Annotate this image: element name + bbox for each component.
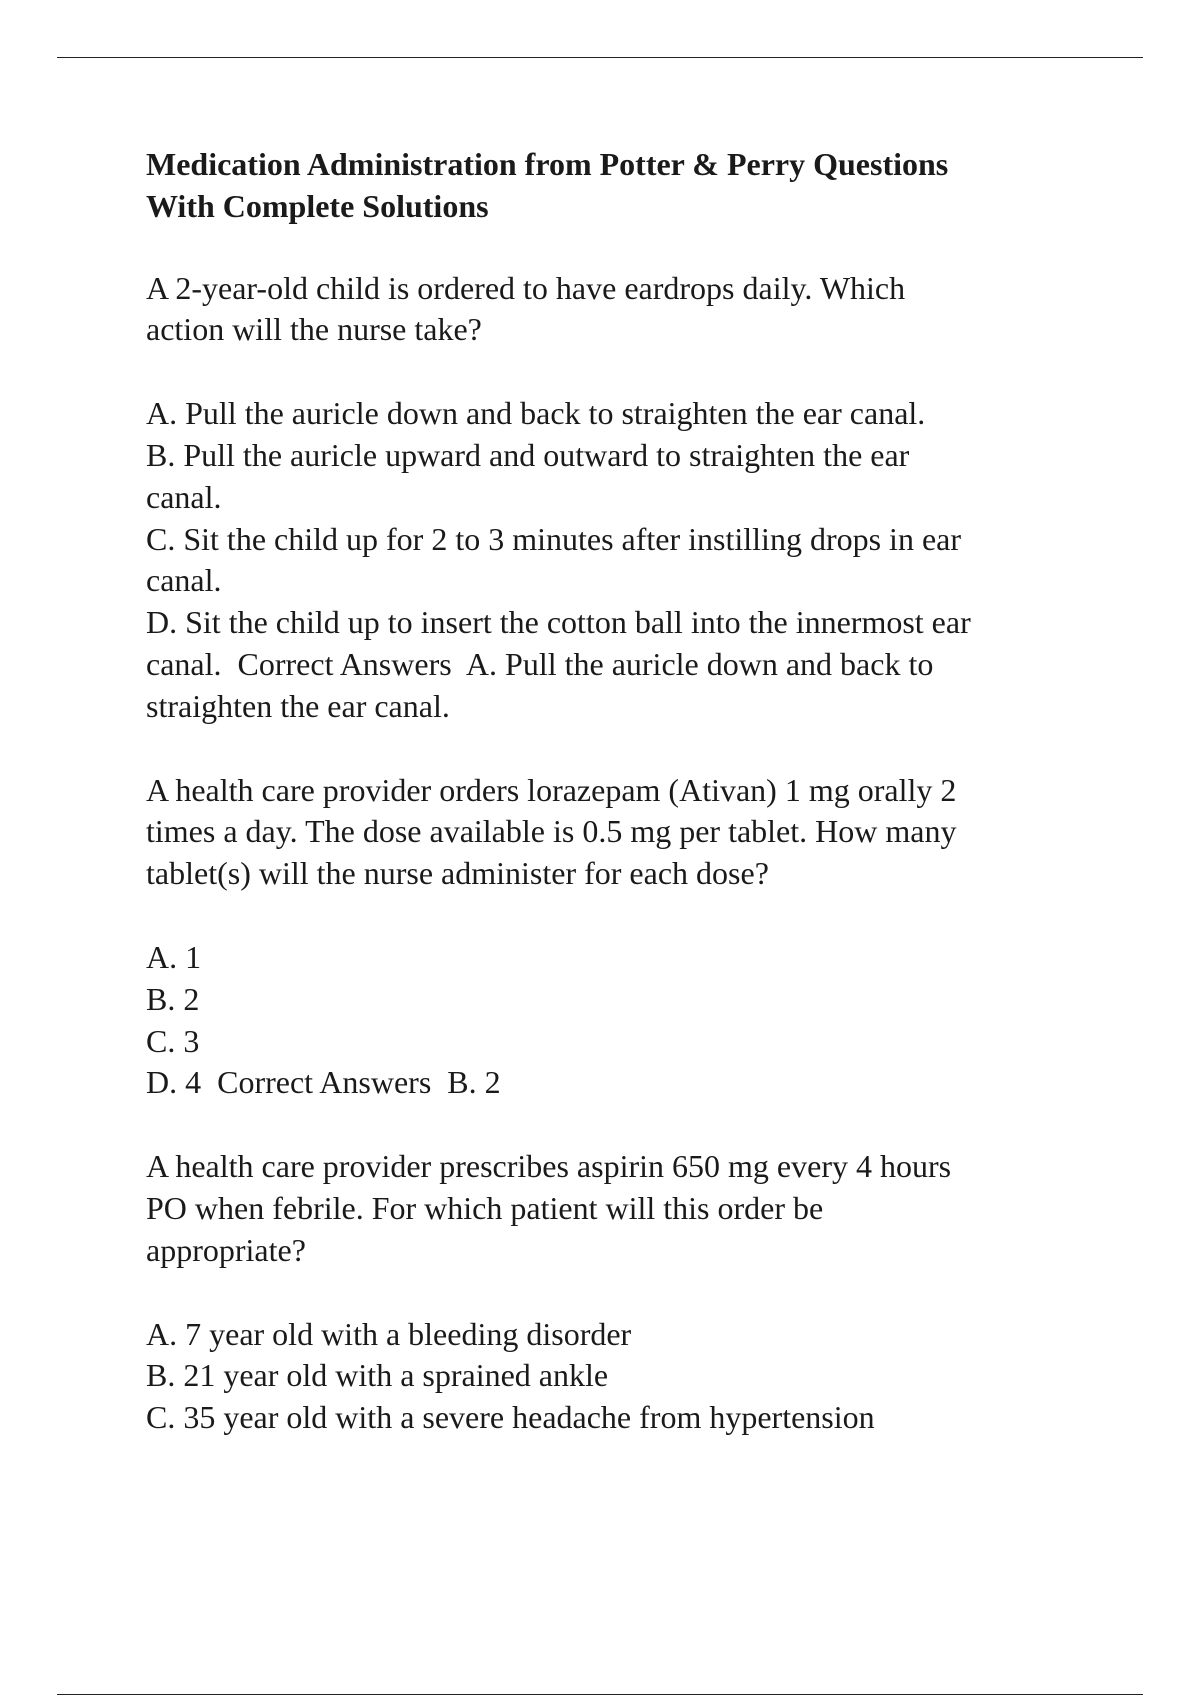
option-line: canal.	[146, 562, 222, 599]
option-line: A. 7 year old with a bleeding disorder	[146, 1315, 632, 1352]
question-3-stem	[146, 1146, 1086, 1271]
question-1-stem	[146, 268, 1086, 352]
answer-line: D. 4 Correct Answers B. 2	[146, 1064, 501, 1101]
option-line: B. 21 year old with a sprained ankle	[146, 1357, 609, 1394]
question-2-options	[146, 937, 1086, 1104]
option-line: C. 3	[146, 1022, 200, 1059]
option-line: B. Pull the auricle upward and outward to straighten the ear	[146, 436, 910, 473]
stem-line: appropriate?	[146, 1231, 306, 1268]
stem-line: PO when febrile. For which patient will this order be	[146, 1189, 824, 1226]
footer-rule	[57, 1694, 1143, 1695]
document-body	[146, 144, 1086, 1439]
stem-line: A health care provider orders lorazepam (Ativan) 1 mg orally 2	[146, 771, 957, 808]
option-line: B. 2	[146, 980, 200, 1017]
option-line: D. Sit the child up to insert the cotton ball into the innermost ear	[146, 604, 971, 641]
header-rule	[57, 57, 1143, 58]
option-line: C. 35 year old with a severe headache from hypertension	[146, 1399, 875, 1436]
option-line: canal.	[146, 478, 222, 515]
stem-line: tablet(s) will the nurse administer for each dose?	[146, 855, 769, 892]
question-2-stem	[146, 770, 1086, 895]
answer-line: canal. Correct Answers A. Pull the auricle down and back to	[146, 645, 934, 682]
stem-line: times a day. The dose available is 0.5 mg per tablet. How many	[146, 813, 957, 850]
title-line: Medication Administration from Potter & Perry Questions	[146, 146, 949, 182]
option-line: A. 1	[146, 938, 202, 975]
question-1-options	[146, 393, 1086, 727]
stem-line: action will the nurse take?	[146, 311, 482, 348]
question-3-options	[146, 1314, 1086, 1439]
answer-line: straighten the ear canal.	[146, 687, 450, 724]
option-line: A. Pull the auricle down and back to straighten the ear canal.	[146, 395, 926, 432]
title-line: With Complete Solutions	[146, 187, 489, 224]
option-line: C. Sit the child up for 2 to 3 minutes after instilling drops in ear	[146, 520, 961, 557]
stem-line: A health care provider prescribes aspirin 650 mg every 4 hours	[146, 1148, 952, 1185]
document-title	[146, 144, 1086, 228]
stem-line: A 2-year-old child is ordered to have eardrops daily. Which	[146, 269, 906, 306]
